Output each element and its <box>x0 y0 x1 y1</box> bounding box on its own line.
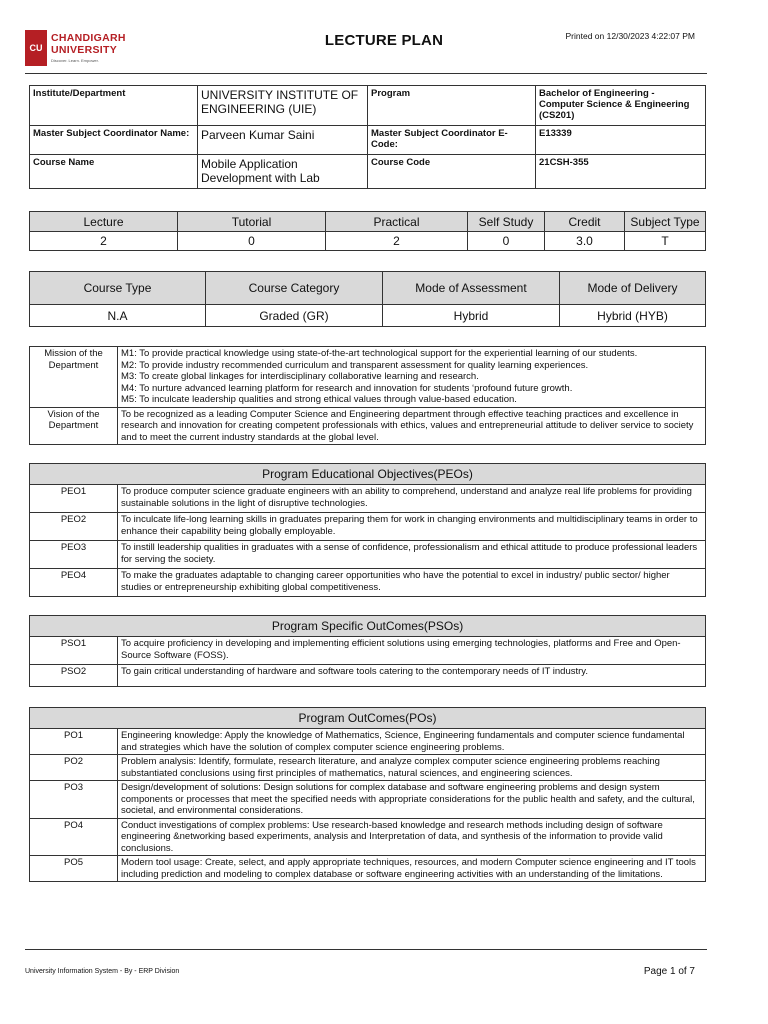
po-text: Conduct investigations of complex problems: Use research-based knowledge and research methods including design of software engineering &networking based experiments, analysis and Interpretation of data, and synthesis of the information to provide valid conclusions. <box>118 818 706 856</box>
peo-code: PEO1 <box>30 485 118 513</box>
po-text: Design/development of solutions: Design solutions for complex database and software engineering problems and design system components or processes that meet the specified needs with appropriate considerations for the public health and safety, and the cultural, societal, and environmental considerations. <box>118 781 706 819</box>
peo-text: To make the graduates adaptable to changing career opportunities who have the potential to excel in industry/ public sector/ higher studies or entrepreneurship exhibiting global competitiveness. <box>118 569 706 597</box>
course-category-value: Graded (GR) <box>206 305 383 327</box>
mission-line: M5: To inculcate leadership qualities and strong ethical values through value-based education. <box>121 394 517 405</box>
delivery-mode-header: Mode of Delivery <box>560 272 706 305</box>
mission-vision-table <box>29 346 706 445</box>
assessment-mode-value: Hybrid <box>383 305 560 327</box>
course-type-value: N.A <box>30 305 206 327</box>
coordinator-ecode-label: Master Subject Coordinator E-Code: <box>368 126 536 155</box>
mission-line: M1: To provide practical knowledge using state-of-the-art technological support for the experiential learning of our students. <box>121 348 638 359</box>
pso-table <box>29 615 706 687</box>
coordinator-name-value: Parveen Kumar Saini <box>198 126 368 155</box>
tutorial-header: Tutorial <box>178 212 326 232</box>
hours-table <box>29 211 706 251</box>
institute-value: UNIVERSITY INSTITUTE OF ENGINEERING (UIE) <box>198 86 368 126</box>
course-code-value: 21CSH-355 <box>536 155 706 189</box>
credit-value: 3.0 <box>545 232 625 251</box>
pso-code: PSO2 <box>30 665 118 687</box>
peo-code: PEO3 <box>30 541 118 569</box>
program-value: Bachelor of Engineering - Computer Science & Engineering (CS201) <box>536 86 706 126</box>
vision-text: To be recognized as a leading Computer Science and Engineering department through effective teaching practices and excellence in research and innovation for creating competent professionals with ethics, values and entrepreneurial attitude to deliver service to society and to meet the current industry standards at the global level. <box>118 407 706 445</box>
delivery-mode-value: Hybrid (HYB) <box>560 305 706 327</box>
header-divider <box>25 73 707 74</box>
po-table <box>29 707 706 882</box>
lecture-header: Lecture <box>30 212 178 232</box>
institute-label: Institute/Department <box>30 86 198 126</box>
po-text: Problem analysis: Identify, formulate, research literature, and analyze complex computer science engineering problems reaching substantiated conclusions using first principles of mathematics, natural sciences, and engineering sciences. <box>118 755 706 781</box>
mission-label: Mission of the Department <box>30 347 118 408</box>
po-code: PO1 <box>30 729 118 755</box>
peo-title: Program Educational Objectives(PEOs) <box>30 464 706 485</box>
course-category-header: Course Category <box>206 272 383 305</box>
peo-text: To inculcate life-long learning skills in graduates preparing them for work in changing environments and multidisciplinary teams in order to enhance their capability being globally employable. <box>118 513 706 541</box>
page-title: LECTURE PLAN <box>324 32 444 49</box>
mission-line: M3: To create global linkages for interdisciplinary collaborative learning and research. <box>121 371 479 382</box>
practical-value: 2 <box>326 232 468 251</box>
mission-line: M4: To nurture advanced learning platform for research and innovation for students ‘profound future growth. <box>121 382 573 394</box>
program-label: Program <box>368 86 536 126</box>
pso-title: Program Specific OutComes(PSOs) <box>30 616 706 637</box>
practical-header: Practical <box>326 212 468 232</box>
subject-type-header: Subject Type <box>625 212 706 232</box>
credit-header: Credit <box>545 212 625 232</box>
peo-text: To instill leadership qualities in graduates with a sense of confidence, professionalism and ethical attitude to produce professional leaders for serving the society. <box>118 541 706 569</box>
po-text: Engineering knowledge: Apply the knowledge of Mathematics, Science, Engineering fundamentals and computer science fundamental and strategies which have the solution of complex computer science engineering problems. <box>118 729 706 755</box>
pso-code: PSO1 <box>30 637 118 665</box>
course-info-table <box>29 85 706 189</box>
logo-text-line1: CHANDIGARH <box>51 32 126 44</box>
course-type-table <box>29 271 706 327</box>
subject-type-value: T <box>625 232 706 251</box>
lecture-value: 2 <box>30 232 178 251</box>
self-study-value: 0 <box>468 232 545 251</box>
logo-emblem: CU <box>25 30 47 66</box>
po-code: PO5 <box>30 856 118 882</box>
printed-timestamp: Printed on 12/30/2023 4:22:07 PM <box>565 31 695 41</box>
peo-code: PEO2 <box>30 513 118 541</box>
course-name-value: Mobile Application Development with Lab <box>198 155 368 189</box>
coordinator-ecode-value: E13339 <box>536 126 706 155</box>
po-text: Modern tool usage: Create, select, and apply appropriate techniques, resources, and modern Computer science engineering and IT tools including prediction and modeling to complex database or software engineering activities with an understanding of the limitations. <box>118 856 706 882</box>
tutorial-value: 0 <box>178 232 326 251</box>
pso-text: To acquire proficiency in developing and implementing efficient solutions using emerging technologies, platforms and Free and Open-Source Software (FOSS). <box>118 637 706 665</box>
course-type-header: Course Type <box>30 272 206 305</box>
logo-text-line2: UNIVERSITY <box>51 44 118 56</box>
mission-line: M2: To provide industry recommended curriculum and transparent assessment for quality learning experiences. <box>121 359 589 371</box>
po-code: PO2 <box>30 755 118 781</box>
course-name-label: Course Name <box>30 155 198 189</box>
po-code: PO3 <box>30 781 118 819</box>
peo-code: PEO4 <box>30 569 118 597</box>
coordinator-name-label: Master Subject Coordinator Name: <box>30 126 198 155</box>
vision-label: Vision of the Department <box>30 407 118 445</box>
peo-table <box>29 463 706 597</box>
self-study-header: Self Study <box>468 212 545 232</box>
po-title: Program OutComes(POs) <box>30 708 706 729</box>
assessment-mode-header: Mode of Assessment <box>383 272 560 305</box>
logo-tagline: Discover. Learn. Empower. <box>51 58 99 63</box>
pso-text: To gain critical understanding of hardware and software tools catering to the contemporary needs of IT industry. <box>118 665 706 687</box>
peo-text: To produce computer science graduate engineers with an ability to comprehend, understand and analyze real life problems for providing sustainable solutions in the light of disruptive technologies. <box>118 485 706 513</box>
course-code-label: Course Code <box>368 155 536 189</box>
page-number: Page 1 of 7 <box>643 966 695 977</box>
po-code: PO4 <box>30 818 118 856</box>
mission-text <box>118 347 706 408</box>
footer-system-label: University Information System - By - ERP Division <box>25 968 180 975</box>
footer-divider <box>25 949 707 950</box>
